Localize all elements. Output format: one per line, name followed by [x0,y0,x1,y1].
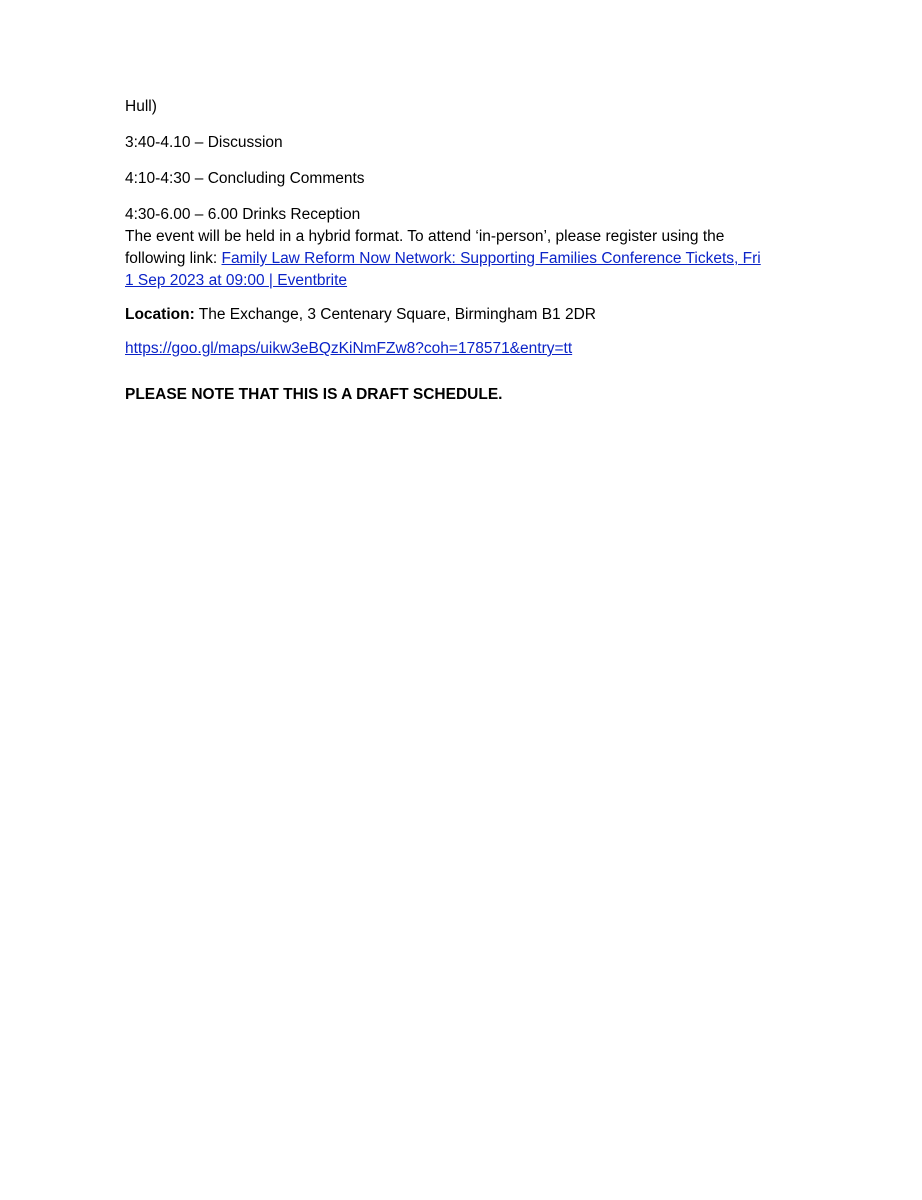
schedule-item-concluding-comments: 4:10-4:30 – Concluding Comments [125,170,365,187]
google-maps-link[interactable]: https://goo.gl/maps/uikw3eBQzKiNmFZw8?coh=178571&entry=tt [125,340,573,357]
schedule-continuation: Hull) [125,98,157,115]
location-line [125,304,785,326]
document-content [125,96,785,406]
schedule-item-drinks-reception: 4:30-6.00 – 6.00 Drinks Reception [125,206,361,223]
location-value: The Exchange, 3 Centenary Square, Birmingham B1 2DR [198,306,596,323]
schedule-item-discussion: 3:40-4.10 – Discussion [125,134,283,151]
location-label: Location: [125,306,195,323]
event-info-intro: The event will be held in a hybrid format. To attend ‘in-person’, please register using the following link: [125,228,725,267]
draft-schedule-notice: PLEASE NOTE THAT THIS IS A DRAFT SCHEDULE. [125,386,503,403]
event-info-paragraph [125,226,785,292]
eventbrite-registration-link[interactable] [125,250,761,289]
registration-link-line1: Family Law Reform Now Network: Supporting Families Conference Tickets, Fri [221,250,761,267]
map-link-line [125,338,785,360]
registration-link-line2: 1 Sep 2023 at 09:00 | Eventbrite [125,272,348,289]
